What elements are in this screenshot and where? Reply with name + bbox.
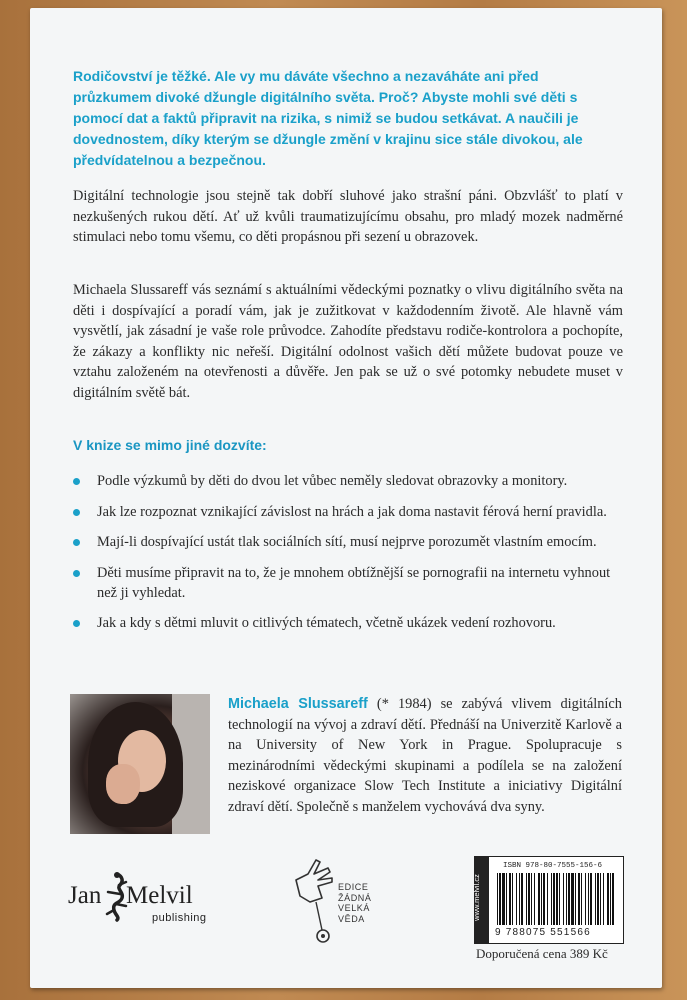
bullet-dot-icon — [73, 620, 80, 627]
intro-blurb: Rodičovství je těžké. Ale vy mu dáváte všechno a nezaváháte ani před průzkumem divoké džungle digitálního světa. Proč? Abyste mohli své děti s pomocí dat a faktů připravit na rizika, s nimiž se budou setkávat. A naučili je dovednostem, díky kterým se džungle změní v krajinu sice stále divokou, ale předvídatelnou a bezpečnou. — [73, 68, 583, 168]
bullet-dot-icon — [73, 570, 80, 577]
list-item — [73, 471, 613, 491]
barcode-side-strip — [471, 857, 489, 943]
author-bio-text: (* 1984) se zabývá vlivem digitálních technologií na vývoj a zdraví dětí. Přednáší na Univerzitě Karlově a na University of New York in Prague. Spolupracuje s mezinárodními vědeckými skupinami a podílela se na založení neziskové organizace Slow Tech Institute a iniciativy Digitální zdraví dětí. Společně s manželem vychovává dva syny. — [228, 696, 622, 815]
description-paragraph-2: Michaela Slussareff vás seznámí s aktuálními vědeckými poznatky o vlivu digitálního světa na děti i dospívající a poradí vám, jak je zužitkovat v každodenním životě. Ale hlavně vám vysvětlí, jak zásadní je vaše role průvodce. Zahodíte představu rodiče-kontrolora a pochopíte, že zákazy a konflikty nic neřeší. Digitální odolnost vašich dětí můžete budovat pouze ve vztahu založeném na otevřenosti a důvěře. Jen pak se už o své potomky nebudete muset v digitálním světě bát. — [73, 282, 623, 401]
list-item — [73, 563, 613, 603]
description-paragraph-1: Digitální technologie jsou stejně tak dobří sluhové jako strašní páni. Obzvlášť to platí v nezkušených rukou dětí. Ať už kvůli traumatizujícímu obsahu, pro mladý mozek nadměrné stimulaci nebo tomu všemu, co děti propásnou při sezení u obrazovek. — [73, 188, 623, 246]
ean-text: 9 788075 551566 — [495, 927, 591, 938]
list-item-text: Mají-li dospívající ustát tlak sociálních sítí, musí nejprve porozumět vlastním emocím. — [97, 534, 597, 550]
list-item — [73, 613, 613, 633]
isbn-text: ISBN 978-80-7555-156-6 — [503, 862, 603, 870]
barcode-bars-icon — [495, 873, 619, 927]
bullet-dot-icon — [73, 478, 80, 485]
barcode — [471, 856, 624, 944]
author-name: Michaela Slussareff — [228, 696, 368, 712]
list-item — [73, 532, 613, 552]
section-heading: V knize se mimo jiné dozvíte: — [73, 437, 267, 453]
edition-text — [338, 882, 372, 924]
edition-line: EDICE — [338, 882, 369, 892]
list-item-text: Děti musíme připravit na to, že je mnohem obtížnější se pornografii na internetu vyhnout než ji vyhledat. — [97, 564, 611, 601]
bullet-dot-icon — [73, 509, 80, 516]
publisher-name-left: Jan — [68, 882, 102, 909]
list-item-text: Jak lze rozpoznat vznikající závislost na hrách a jak doma nastavit férová herní pravidla. — [97, 503, 607, 520]
edition-line: VELKÁ — [338, 903, 371, 913]
website-text: www.melvil.cz — [471, 874, 481, 921]
list-item-text: Podle výzkumů by děti do dvou let vůbec neměly sledovat obrazovky a monitory. — [97, 473, 568, 489]
edition-line: ŽÁDNÁ — [338, 892, 372, 903]
list-item — [73, 502, 613, 522]
hand-pendulum-icon — [292, 858, 338, 946]
publisher-subtitle: publishing — [152, 912, 207, 924]
publisher-name-right: Melvil — [126, 882, 193, 909]
edition-line: VĚDA — [338, 913, 365, 924]
author-bio — [228, 694, 622, 818]
list-item-text: Jak a kdy s dětmi mluvit o citlivých tématech, včetně ukázek vedení rozhovoru. — [97, 615, 556, 631]
bullet-dot-icon — [73, 539, 80, 546]
author-photo — [70, 694, 210, 834]
price-label: Doporučená cena 389 Kč — [476, 946, 608, 961]
edition-logo — [292, 858, 402, 948]
bullet-list — [73, 471, 613, 644]
publisher-logo — [68, 880, 238, 930]
